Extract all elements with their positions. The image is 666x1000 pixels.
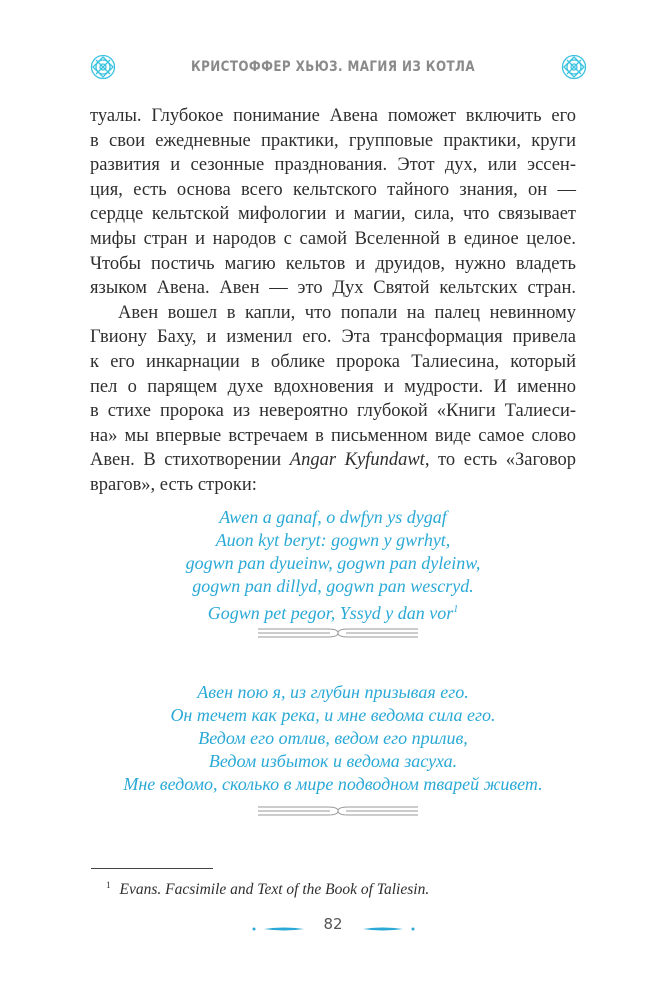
text-line: языком Авена. Авен — это Дух Святой кельтских стран. [90, 278, 576, 299]
text-line: пел о парящем духе вдохновения и мудрости. И именно [90, 376, 576, 397]
page-number: 82 [323, 915, 343, 933]
verse-line: Авен пою я, из глубин призывая его. [197, 682, 469, 702]
verse-line: Мне ведомо, сколько в мире подводном тварей живет. [123, 774, 543, 794]
poem-title: Angar Kyfundawt [289, 450, 425, 471]
text-line: ция, есть основа всего кельтского тайного знания, он — [90, 179, 576, 200]
page-header [0, 50, 666, 86]
verse-line: Он течет как река, и мне ведома сила его. [170, 705, 496, 725]
verse-text: Gogwn pet pegor, Yssyd y dan vor [207, 603, 454, 623]
verse-line: gogwn pan dyueinw, gogwn pan dyleinw, [185, 553, 481, 573]
page-number-ornament-right [355, 925, 415, 933]
verse-welsh [60, 506, 606, 625]
body-text [90, 104, 576, 498]
text-line: Авен вошел в капли, что попали на палец невинному [118, 302, 576, 323]
verse-russian [60, 681, 606, 796]
text-line: в стихе пророка из невероятно глубокой «Книги Талиеси- [90, 401, 576, 422]
divider-ornament [258, 804, 418, 818]
footnote-mark: 1 [453, 604, 459, 615]
verse-line [60, 598, 606, 625]
footnote-text: Evans. Facsimile and Text of the Book of Taliesin. [119, 881, 430, 898]
running-title: КРИСТОФФЕР ХЬЮЗ. МАГИЯ ИЗ КОТЛА [190, 59, 475, 75]
text-line: развития и сезонные празднования. Этот дух, или эссен- [90, 155, 576, 176]
footnote-rule [91, 868, 213, 869]
verse-line: Ведом избыток и ведома засуха. [208, 751, 458, 771]
text-line: сердце кельтской мифологии и магии, сила, что связывает [90, 204, 576, 225]
verse-line: Awen a ganaf, o dwfyn ys dygaf [219, 507, 447, 527]
verse-line: Ведом его отлив, ведом его прилив, [198, 728, 468, 748]
text-line: к его инкарнации в облике пророка Талиесина, который [90, 351, 576, 372]
verse-line: gogwn pan dillyd, gogwn pan wescryd. [192, 576, 474, 596]
verse-line: Auon kyt beryt: gogwn y gwrhyt, [215, 530, 451, 550]
text-line: врагов», есть строки: [90, 474, 257, 495]
celtic-knot-icon [561, 54, 587, 80]
footnote-number: 1 [106, 880, 111, 890]
text-line [90, 448, 576, 473]
text-line: Чтобы постичь магию кельтов и друидов, нужно владеть [90, 253, 576, 274]
text-segment: Авен. В стихотворении [90, 450, 290, 471]
text-line: мифы стран и народов с самой Вселенной в единое целое. [90, 228, 576, 249]
text-line: туалы. Глубокое понимание Авена поможет включить его [90, 106, 576, 126]
text-line: в свои ежедневные практики, групповые практики, круги [90, 130, 576, 151]
text-segment: , то есть «Заговор [424, 450, 576, 471]
divider-ornament [258, 626, 418, 640]
text-line: Гвиону Баху, и изменил его. Эта трансформация привела [90, 327, 576, 348]
footnote [106, 880, 429, 899]
text-line: на» мы впервые встречаем в письменном виде самое слово [90, 425, 576, 446]
